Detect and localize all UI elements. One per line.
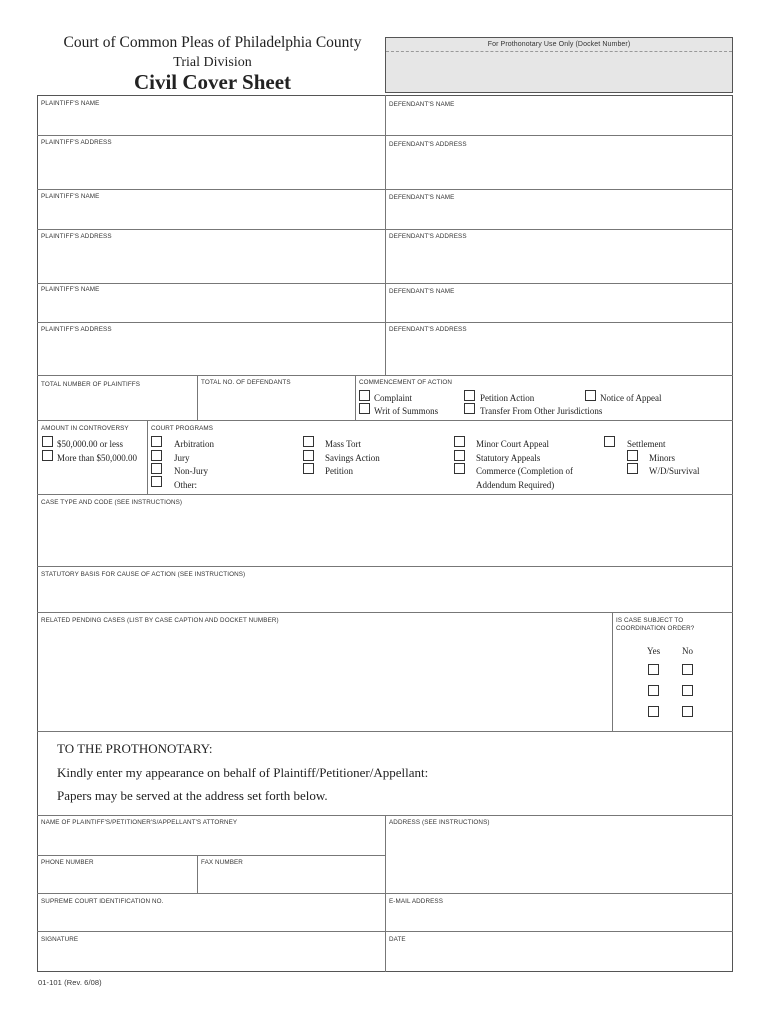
amount-under-option: $50,000.00 or less bbox=[57, 439, 123, 449]
signature-label: SIGNATURE bbox=[41, 936, 79, 943]
minor-court-appeal-option: Minor Court Appeal bbox=[476, 439, 549, 449]
arbitration-checkbox[interactable] bbox=[151, 436, 162, 447]
notice-of-appeal-option: Notice of Appeal bbox=[600, 393, 662, 403]
defendant-address-label-3: DEFENDANT'S ADDRESS bbox=[389, 326, 467, 333]
minors-option: Minors bbox=[649, 453, 676, 463]
savings-action-checkbox[interactable] bbox=[303, 450, 314, 461]
commencement-label: COMMENCEMENT OF ACTION bbox=[359, 379, 453, 386]
defendant-address-label-1: DEFENDANT'S ADDRESS bbox=[389, 141, 467, 148]
writ-of-summons-checkbox[interactable] bbox=[359, 403, 370, 414]
email-label: E-MAIL ADDRESS bbox=[389, 898, 444, 905]
coordination-yes-checkbox-3[interactable] bbox=[648, 706, 659, 717]
defendant-address-label-2: DEFENDANT'S ADDRESS bbox=[389, 233, 467, 240]
coordination-no-checkbox-2[interactable] bbox=[682, 685, 693, 696]
plaintiff-name-label-3: PLAINTIFF'S NAME bbox=[41, 286, 100, 293]
other-checkbox[interactable] bbox=[151, 476, 162, 487]
commerce-option-cont: Addendum Required) bbox=[476, 480, 555, 490]
non-jury-checkbox[interactable] bbox=[151, 463, 162, 474]
minors-checkbox[interactable] bbox=[627, 450, 638, 461]
plaintiff-address-label-1: PLAINTIFF'S ADDRESS bbox=[41, 139, 112, 146]
amount-over-checkbox[interactable] bbox=[42, 450, 53, 461]
statutory-appeals-checkbox[interactable] bbox=[454, 450, 465, 461]
page-title: Civil Cover Sheet bbox=[133, 70, 292, 94]
commerce-checkbox[interactable] bbox=[454, 463, 465, 474]
settlement-checkbox[interactable] bbox=[604, 436, 615, 447]
jury-option: Jury bbox=[174, 453, 190, 463]
commerce-option: Commerce (Completion of bbox=[476, 466, 573, 476]
party-divider bbox=[385, 95, 386, 375]
defendant-name-label-1: DEFENDANT'S NAME bbox=[389, 101, 455, 108]
jury-checkbox[interactable] bbox=[151, 450, 162, 461]
mass-tort-option: Mass Tort bbox=[325, 439, 361, 449]
amount-label: AMOUNT IN CONTROVERSY bbox=[41, 425, 129, 432]
docket-number-label: For Prothonotary Use Only (Docket Number) bbox=[487, 41, 631, 48]
plaintiff-name-label-2: PLAINTIFF'S NAME bbox=[41, 193, 100, 200]
phone-number-label: PHONE NUMBER bbox=[41, 859, 94, 866]
petition-checkbox[interactable] bbox=[303, 463, 314, 474]
total-defendants-label: TOTAL NO. OF DEFENDANTS bbox=[201, 379, 291, 386]
coordination-no-checkbox-1[interactable] bbox=[682, 664, 693, 675]
appearance-line-1: Kindly enter my appearance on behalf of Plaintiff/Petitioner/Appellant: bbox=[57, 765, 429, 780]
form-revision: 01-101 (Rev. 6/08) bbox=[38, 978, 102, 987]
transfer-checkbox[interactable] bbox=[464, 403, 475, 414]
mass-tort-checkbox[interactable] bbox=[303, 436, 314, 447]
non-jury-option: Non-Jury bbox=[174, 466, 208, 476]
coordination-yes-checkbox-1[interactable] bbox=[648, 664, 659, 675]
defendant-name-label-3: DEFENDANT'S NAME bbox=[389, 288, 455, 295]
wd-survival-option: W/D/Survival bbox=[649, 466, 700, 476]
coordination-no-label: No bbox=[682, 646, 693, 656]
case-type-label: CASE TYPE AND CODE (SEE INSTRUCTIONS) bbox=[41, 499, 183, 506]
petition-option: Petition bbox=[325, 466, 354, 476]
appearance-line-2: Papers may be served at the address set forth below. bbox=[57, 788, 328, 803]
coordination-yes-label: Yes bbox=[647, 646, 661, 656]
amount-over-option: More than $50,000.00 bbox=[57, 453, 137, 463]
court-name: Court of Common Pleas of Philadelphia County bbox=[63, 34, 362, 51]
related-cases-label: RELATED PENDING CASES (LIST BY CASE CAPTION AND DOCKET NUMBER) bbox=[41, 617, 279, 624]
transfer-option: Transfer From Other Jurisdictions bbox=[480, 406, 603, 416]
plaintiff-address-label-3: PLAINTIFF'S ADDRESS bbox=[41, 326, 112, 333]
coordination-yes-checkbox-2[interactable] bbox=[648, 685, 659, 696]
minor-court-appeal-checkbox[interactable] bbox=[454, 436, 465, 447]
coordination-label-1: IS CASE SUBJECT TO bbox=[616, 617, 684, 624]
defendant-name-label-2: DEFENDANT'S NAME bbox=[389, 194, 455, 201]
complaint-checkbox[interactable] bbox=[359, 390, 370, 401]
division-name: Trial Division bbox=[173, 55, 252, 70]
other-option: Other: bbox=[174, 480, 197, 490]
statutory-appeals-option: Statutory Appeals bbox=[476, 453, 541, 463]
total-plaintiffs-label: TOTAL NUMBER OF PLAINTIFFS bbox=[41, 381, 141, 388]
amount-under-checkbox[interactable] bbox=[42, 436, 53, 447]
plaintiff-name-label-1: PLAINTIFF'S NAME bbox=[41, 100, 100, 107]
plaintiff-address-label-2: PLAINTIFF'S ADDRESS bbox=[41, 233, 112, 240]
programs-label: COURT PROGRAMS bbox=[151, 425, 214, 432]
writ-of-summons-option: Writ of Summons bbox=[374, 406, 439, 416]
statutory-basis-label: STATUTORY BASIS FOR CAUSE OF ACTION (SEE INSTRUCTIONS) bbox=[41, 571, 246, 578]
attorney-address-label: ADDRESS (SEE INSTRUCTIONS) bbox=[389, 819, 490, 826]
savings-action-option: Savings Action bbox=[325, 453, 380, 463]
fax-number-label: FAX NUMBER bbox=[201, 859, 243, 866]
arbitration-option: Arbitration bbox=[174, 439, 214, 449]
coordination-no-checkbox-3[interactable] bbox=[682, 706, 693, 717]
settlement-option: Settlement bbox=[627, 439, 666, 449]
coordination-label-2: COORDINATION ORDER? bbox=[616, 625, 695, 632]
petition-action-checkbox[interactable] bbox=[464, 390, 475, 401]
complaint-option: Complaint bbox=[374, 393, 412, 403]
docket-divider bbox=[386, 51, 732, 52]
supreme-court-id-label: SUPREME COURT IDENTIFICATION NO. bbox=[41, 898, 164, 905]
date-label: DATE bbox=[389, 936, 406, 943]
wd-survival-checkbox[interactable] bbox=[627, 463, 638, 474]
attorney-name-label: NAME OF PLAINTIFF'S/PETITIONER'S/APPELLANT'S ATTORNEY bbox=[41, 819, 238, 826]
notice-of-appeal-checkbox[interactable] bbox=[585, 390, 596, 401]
prothonotary-heading: TO THE PROTHONOTARY: bbox=[57, 741, 213, 756]
petition-action-option: Petition Action bbox=[480, 393, 535, 403]
